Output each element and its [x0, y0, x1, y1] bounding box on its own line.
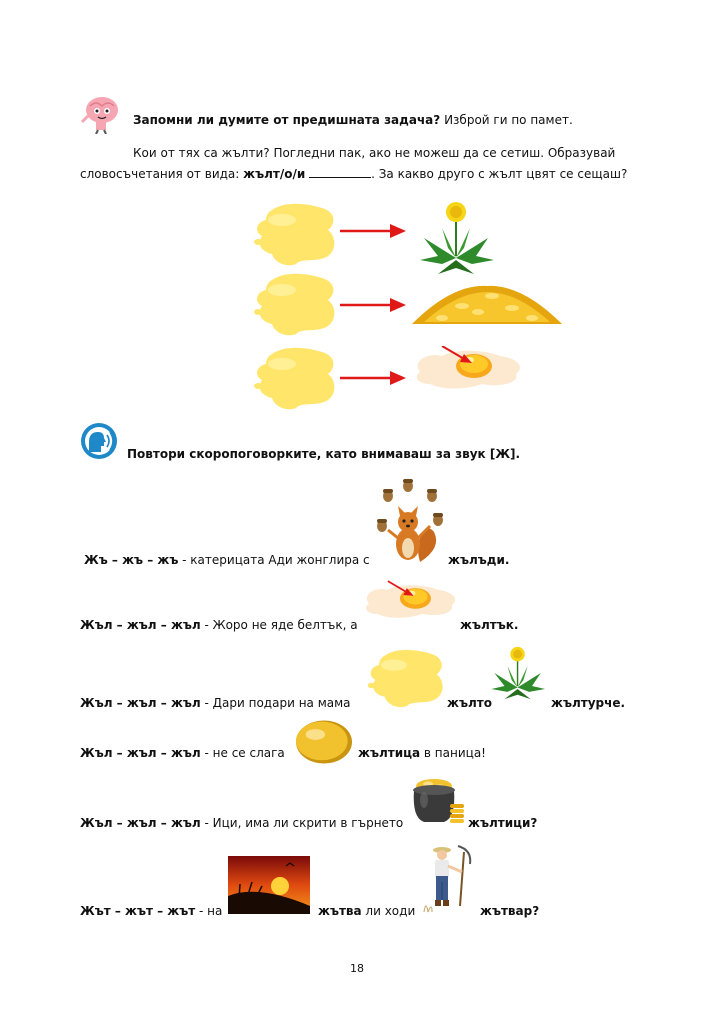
line6-text: - на: [195, 904, 223, 918]
task2-instruction-text: Повтори скоропоговорките, като внимаваш за звук [Ж].: [127, 447, 521, 461]
word-gold-coin: [358, 745, 486, 761]
farmer-with-scythe-image: [418, 842, 476, 916]
line3-word2: жълтурче.: [551, 696, 626, 710]
line4-word: жълтица: [358, 746, 421, 760]
word-dandelion: [551, 695, 625, 711]
gold-coins-pile-image: [412, 282, 562, 330]
line2-text: - Жоро не яде белтък, а: [200, 618, 358, 632]
tongue-twister-line-6: [80, 903, 222, 919]
task1-instruction-bold: Запомни ли думите от предишната задача?: [133, 113, 441, 127]
para-pattern: жълт/о/и: [243, 167, 306, 181]
para-line2-end: . За какво друго с жълт цвят се сещаш?: [371, 167, 628, 181]
line3-text: - Дари подари на мама: [200, 696, 351, 710]
line5-syllables: Жъл – жъл – жъл: [80, 816, 201, 830]
line4-syllables: Жъл – жъл – жъл: [80, 746, 201, 760]
yellow-blob-4: [366, 648, 446, 710]
fried-egg-image-2: [362, 578, 462, 624]
page-number: 18: [350, 962, 364, 975]
line5-word: жълтици?: [468, 816, 538, 830]
fried-egg-image-1: [412, 346, 528, 392]
line6-syllables: Жът – жът – жът: [80, 904, 196, 918]
squirrel-juggling-acorns-image: [376, 478, 446, 568]
line1-word: жълъди.: [448, 553, 510, 567]
line1-text: - катерицата Ади жонглира с: [178, 553, 370, 567]
red-arrow-1: [340, 222, 408, 240]
fill-blank: [309, 166, 371, 178]
speaking-head-icon: [80, 422, 118, 460]
tongue-twister-line-3: [80, 695, 351, 711]
task1-paragraph-line2: [80, 166, 627, 182]
tongue-twister-line-1: [84, 552, 370, 568]
dandelion-image-2: [490, 640, 548, 706]
word-gold-coins: [468, 815, 537, 831]
line4-text: - не се слага: [200, 746, 285, 760]
para-line2-start: словосъчетания от вида:: [80, 167, 244, 181]
brain-mascot-icon: [80, 94, 126, 134]
harvest-sunset-image: [228, 856, 310, 914]
dandelion-image-1: [418, 198, 498, 278]
tongue-twister-line-2: [80, 617, 358, 633]
line5-text: - Ици, има ли скрити в гърнето: [200, 816, 404, 830]
task1-instruction-rest: Изброй ги по памет.: [440, 113, 573, 127]
line6-after: ли ходи: [361, 904, 416, 918]
line2-word: жълтък.: [460, 618, 519, 632]
task1-paragraph-line1: Кои от тях са жълти? Погледни пак, ако не можеш да се сетиш. Образувай: [133, 146, 616, 160]
word-harvest: [318, 903, 415, 919]
task2-instruction: [127, 446, 520, 462]
tongue-twister-line-4: [80, 745, 285, 761]
red-arrow-2: [340, 296, 408, 314]
word-yolk: [460, 617, 518, 633]
task1-instruction: [133, 112, 573, 128]
word-harvester: [480, 903, 539, 919]
line6-word: жътва: [318, 904, 362, 918]
yellow-blob-2: [252, 272, 338, 338]
tongue-twister-line-5: [80, 815, 403, 831]
red-arrow-3: [340, 369, 408, 387]
word-yellow: [447, 695, 492, 711]
yellow-blob-1: [252, 202, 338, 268]
line3-word: жълто: [447, 696, 492, 710]
line3-syllables: Жъл – жъл – жъл: [80, 696, 201, 710]
yellow-blob-3: [252, 346, 338, 412]
gold-coin-image: [296, 720, 352, 764]
word-acorns: [448, 552, 509, 568]
line1-syllables: Жъ – жъ – жъ: [84, 553, 179, 567]
line2-syllables: Жъл – жъл – жъл: [80, 618, 201, 632]
line6-word2: жътвар?: [480, 904, 540, 918]
pot-of-gold-coins-image: [410, 774, 466, 830]
line4-after: в паница!: [420, 746, 486, 760]
